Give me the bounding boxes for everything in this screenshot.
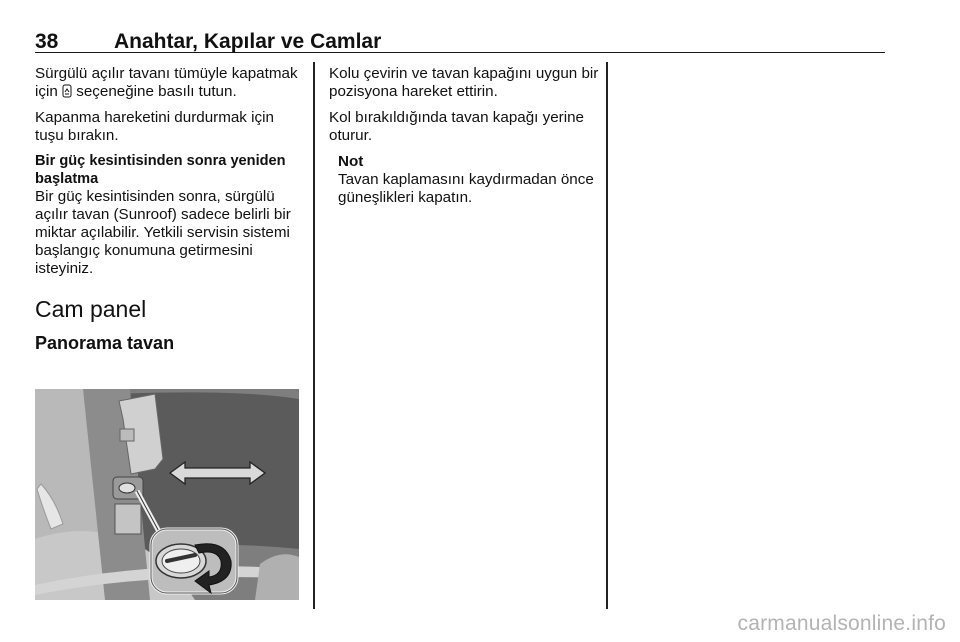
watermark: carmanualsonline.info [737,612,946,635]
page-header [35,26,885,53]
sunroof-close-icon [62,84,72,98]
text-segment: Sürgülü açılır tavanı tümüyle kapatmak için [35,65,298,100]
left-column [35,65,301,366]
paragraph-power-loss: Bir güç kesintisinden sonra, sürgülü açılır tavan (Sunroof) sadece belirli bir miktar açılabilir. Yetkili servisin sistemi başlangıç konumuna getirmesini isteyiniz. [35,188,291,277]
note-box [338,153,599,207]
section-subheading: Panorama tavan [35,333,175,353]
text-segment: seçeneğine basılı tutun. [72,83,237,100]
roof-lever-illustration [35,389,299,600]
illustration-svg [35,389,299,600]
subheading-power-loss: Bir güç kesintisinden sonra yeniden başlatma [35,153,286,187]
paragraph-close-sunroof [35,65,301,101]
middle-column [329,65,599,215]
note-text: Tavan kaplamasını kaydırmadan önce güneşlikleri kapatın. [338,171,594,206]
paragraph-turn-lever: Kolu çevirin ve tavan kapağını uygun bir pozisyona hareket ettirin. [329,65,599,100]
column-divider [606,62,608,609]
chapter-title: Anahtar, Kapılar ve Camlar [114,30,382,53]
paragraph-stop: Kapanma hareketini durdurmak için tuşu bırakın. [35,109,274,144]
section-heading: Cam panel [35,296,147,322]
paragraph-release-lever: Kol bırakıldığında tavan kapağı yerine oturur. [329,109,584,144]
note-title: Not [338,153,364,170]
column-divider [313,62,315,609]
page-number: 38 [35,30,59,53]
